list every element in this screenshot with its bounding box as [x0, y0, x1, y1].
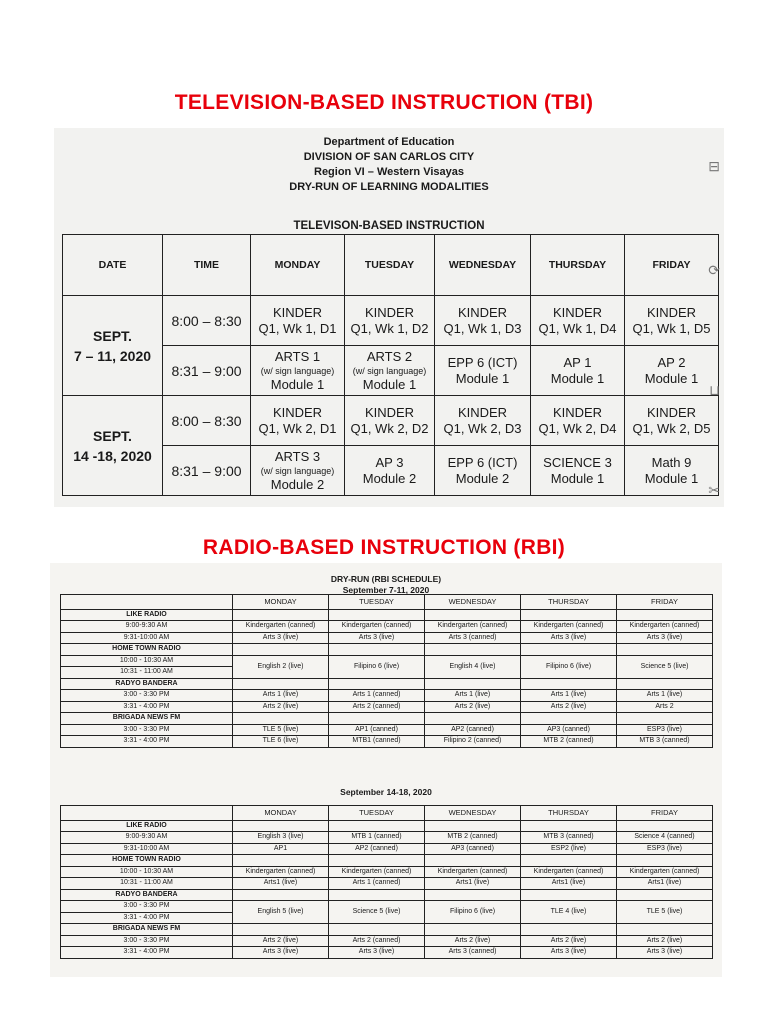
station-row	[61, 820, 713, 832]
date-line: 14 -18, 2020	[73, 447, 152, 464]
empty-cell	[617, 678, 713, 690]
station-row	[61, 644, 713, 656]
empty-cell	[233, 713, 329, 725]
program-cell: Kindergarten (canned)	[329, 866, 425, 878]
program-cell: Kindergarten (canned)	[425, 866, 521, 878]
time-slot: 9:00-9:30 AM	[61, 621, 233, 633]
cell-line: KINDER	[364, 304, 415, 320]
column-header-thursday: THURSDAY	[531, 235, 625, 296]
station-row	[61, 889, 713, 901]
program-cell: Filipino 6 (live)	[329, 655, 425, 678]
column-header-date: DATE	[63, 235, 163, 296]
program-cell: Kindergarten (canned)	[233, 621, 329, 633]
time-slot: 10:31 - 11:00 AM	[61, 878, 233, 890]
table-row	[61, 724, 713, 736]
empty-cell	[233, 855, 329, 867]
cell-line: KINDER	[646, 304, 697, 320]
empty-cell	[617, 820, 713, 832]
column-header-tuesday: TUESDAY	[345, 235, 435, 296]
date-line: SEPT.	[93, 327, 132, 344]
empty-cell	[521, 820, 617, 832]
table-row	[61, 878, 713, 890]
cell-line: Module 2	[362, 470, 417, 486]
program-cell: Science 5 (live)	[329, 901, 425, 924]
program-cell: Arts 3 (live)	[617, 632, 713, 644]
program-cell: Filipino 6 (live)	[425, 901, 521, 924]
table-row	[61, 655, 713, 667]
program-cell: Arts1 (live)	[521, 878, 617, 890]
table-row	[61, 736, 713, 748]
rbi-table-week2	[60, 805, 713, 959]
time-slot: 3:31 - 4:00 PM	[61, 701, 233, 713]
empty-cell	[521, 889, 617, 901]
cell-line: SCIENCE 3	[543, 454, 612, 470]
program-cell: Science 4 (canned)	[617, 832, 713, 844]
cell-line: AP 3	[375, 454, 404, 470]
time-slot: 9:00-9:30 AM	[61, 832, 233, 844]
program-cell: Arts 3 (live)	[233, 632, 329, 644]
header-line: Department of Education	[323, 136, 455, 148]
table-row	[61, 832, 713, 844]
empty-cell	[521, 678, 617, 690]
program-cell: AP2 (canned)	[425, 724, 521, 736]
time-slot: 3:31 - 4:00 PM	[61, 736, 233, 748]
schedule-cell	[251, 346, 345, 396]
schedule-cell	[531, 396, 625, 446]
empty-cell	[521, 609, 617, 621]
schedule-cell	[625, 346, 719, 396]
empty-cell	[329, 678, 425, 690]
program-cell: Kindergarten (canned)	[425, 621, 521, 633]
time-cell: 8:31 – 9:00	[163, 346, 251, 396]
station-name: RADYO BANDERA	[61, 678, 233, 690]
empty-cell	[233, 820, 329, 832]
day-header-wednesday: WEDNESDAY	[425, 806, 521, 821]
tbi-section-title: TELEVISION-BASED INSTRUCTION (TBI)	[174, 91, 594, 114]
day-header-friday: FRIDAY	[617, 595, 713, 610]
station-name: RADYO BANDERA	[61, 889, 233, 901]
table-row	[61, 632, 713, 644]
schedule-cell	[345, 396, 435, 446]
table-row	[61, 701, 713, 713]
cell-line: (w/ sign language)	[260, 365, 335, 376]
schedule-cell	[251, 296, 345, 346]
program-cell: Arts 1 (canned)	[329, 690, 425, 702]
program-cell: Arts 3 (live)	[521, 632, 617, 644]
cell-line: Q1, Wk 2, D4	[538, 420, 617, 436]
cell-line: EPP 6 (ICT)	[447, 454, 518, 470]
empty-cell	[617, 713, 713, 725]
empty-cell	[233, 889, 329, 901]
blank-header-cell	[61, 595, 233, 610]
time-slot: 10:31 - 11:00 AM	[61, 667, 233, 679]
empty-cell	[425, 644, 521, 656]
empty-cell	[521, 644, 617, 656]
empty-cell	[521, 855, 617, 867]
table-row	[63, 296, 719, 346]
program-cell: ESP2 (live)	[521, 843, 617, 855]
program-cell: Arts 3 (live)	[521, 947, 617, 959]
program-cell: Arts 2 (live)	[425, 935, 521, 947]
table-row	[61, 866, 713, 878]
empty-cell	[329, 820, 425, 832]
program-cell: AP2 (canned)	[329, 843, 425, 855]
schedule-cell	[625, 296, 719, 346]
heading-line: September 14-18, 2020	[340, 787, 432, 797]
rbi-table1-heading	[50, 574, 722, 596]
day-header-monday: MONDAY	[233, 595, 329, 610]
empty-cell	[617, 855, 713, 867]
column-header-wednesday: WEDNESDAY	[435, 235, 531, 296]
program-cell: Arts 2 (live)	[233, 701, 329, 713]
program-cell: Arts 2	[617, 701, 713, 713]
schedule-cell	[435, 346, 531, 396]
program-cell: English 5 (live)	[233, 901, 329, 924]
schedule-cell	[625, 446, 719, 496]
cell-line: Module 2	[270, 476, 325, 492]
station-name: LIKE RADIO	[61, 609, 233, 621]
program-cell: Arts 1 (live)	[521, 690, 617, 702]
program-cell: TLE 5 (live)	[617, 901, 713, 924]
time-slot: 3:00 - 3:30 PM	[61, 724, 233, 736]
heading-line: September 7-11, 2020	[342, 585, 430, 595]
cell-line: Module 2	[455, 470, 510, 486]
schedule-cell	[345, 346, 435, 396]
day-header-tuesday: TUESDAY	[329, 595, 425, 610]
rbi-table-week1	[60, 594, 713, 748]
table-row	[61, 935, 713, 947]
program-cell: AP1 (canned)	[329, 724, 425, 736]
table-row	[61, 621, 713, 633]
program-cell: Arts1 (live)	[425, 878, 521, 890]
cell-line: Math 9	[651, 454, 692, 470]
cell-line: KINDER	[552, 404, 603, 420]
time-cell: 8:31 – 9:00	[163, 446, 251, 496]
cell-line: Module 1	[644, 370, 699, 386]
cell-line: KINDER	[457, 404, 508, 420]
program-cell: Kindergarten (canned)	[329, 621, 425, 633]
schedule-cell	[531, 296, 625, 346]
program-cell: Arts 1 (live)	[233, 690, 329, 702]
cell-line: ARTS 3	[274, 448, 321, 464]
program-cell: MTB 3 (canned)	[521, 832, 617, 844]
time-cell: 8:00 – 8:30	[163, 296, 251, 346]
cell-line: (w/ sign language)	[352, 365, 427, 376]
program-cell: Filipino 2 (canned)	[425, 736, 521, 748]
station-row	[61, 678, 713, 690]
rbi-section-title: RADIO-BASED INSTRUCTION (RBI)	[202, 536, 566, 559]
cell-line: Q1, Wk 1, D3	[443, 320, 522, 336]
empty-cell	[521, 924, 617, 936]
table-row	[61, 901, 713, 913]
cell-line: ARTS 1	[274, 348, 321, 364]
station-row	[61, 609, 713, 621]
cell-line: Q1, Wk 1, D2	[350, 320, 429, 336]
program-cell: ESP3 (live)	[617, 843, 713, 855]
cell-line: KINDER	[364, 404, 415, 420]
program-cell: Arts 2 (canned)	[329, 701, 425, 713]
scan-edge-mark: ⊟	[708, 158, 720, 174]
empty-cell	[617, 924, 713, 936]
scan-edge-mark: ⟳	[708, 262, 720, 278]
program-cell: Kindergarten (canned)	[617, 621, 713, 633]
program-cell: Arts 3 (live)	[329, 947, 425, 959]
header-row	[61, 595, 713, 610]
column-header-monday: MONDAY	[251, 235, 345, 296]
program-cell: Arts 2 (live)	[425, 701, 521, 713]
cell-line: Q1, Wk 1, D5	[632, 320, 711, 336]
empty-cell	[425, 609, 521, 621]
cell-line: Q1, Wk 2, D3	[443, 420, 522, 436]
program-cell: English 3 (live)	[233, 832, 329, 844]
program-cell: Arts1 (live)	[233, 878, 329, 890]
time-slot: 3:00 - 3:30 PM	[61, 901, 233, 913]
program-cell: MTB1 (canned)	[329, 736, 425, 748]
day-header-thursday: THURSDAY	[521, 595, 617, 610]
empty-cell	[425, 855, 521, 867]
station-row	[61, 924, 713, 936]
empty-cell	[329, 855, 425, 867]
station-row	[61, 855, 713, 867]
cell-line: KINDER	[552, 304, 603, 320]
time-cell: 8:00 – 8:30	[163, 396, 251, 446]
empty-cell	[617, 644, 713, 656]
cell-line: Module 1	[550, 370, 605, 386]
program-cell: Kindergarten (canned)	[233, 866, 329, 878]
empty-cell	[521, 713, 617, 725]
schedule-cell	[531, 346, 625, 396]
header-line: DIVISION OF SAN CARLOS CITY	[303, 151, 475, 163]
rbi-table2-heading	[50, 787, 722, 798]
day-header-thursday: THURSDAY	[521, 806, 617, 821]
time-slot: 10:00 - 10:30 AM	[61, 655, 233, 667]
date-cell	[63, 396, 163, 496]
schedule-cell	[531, 446, 625, 496]
table-row	[61, 690, 713, 702]
header-line: DRY-RUN OF LEARNING MODALITIES	[289, 181, 489, 193]
cell-line: Q1, Wk 2, D2	[350, 420, 429, 436]
program-cell: Kindergarten (canned)	[521, 866, 617, 878]
day-header-tuesday: TUESDAY	[329, 806, 425, 821]
program-cell: TLE 4 (live)	[521, 901, 617, 924]
empty-cell	[425, 924, 521, 936]
program-cell: Kindergarten (canned)	[617, 866, 713, 878]
program-cell: Arts 2 (live)	[233, 935, 329, 947]
program-cell: English 4 (live)	[425, 655, 521, 678]
empty-cell	[425, 820, 521, 832]
day-header-monday: MONDAY	[233, 806, 329, 821]
cell-line: Q1, Wk 2, D1	[258, 420, 337, 436]
time-slot: 3:00 - 3:30 PM	[61, 935, 233, 947]
cell-line: KINDER	[457, 304, 508, 320]
schedule-cell	[345, 446, 435, 496]
day-header-friday: FRIDAY	[617, 806, 713, 821]
rbi-schedule-image	[50, 563, 722, 977]
time-slot: 3:31 - 4:00 PM	[61, 912, 233, 924]
time-slot: 9:31-10:00 AM	[61, 632, 233, 644]
cell-line: Q1, Wk 1, D4	[538, 320, 617, 336]
station-row	[61, 713, 713, 725]
cell-line: Module 1	[270, 376, 325, 392]
program-cell: Arts 2 (live)	[617, 935, 713, 947]
day-header-wednesday: WEDNESDAY	[425, 595, 521, 610]
tbi-table	[62, 234, 719, 496]
schedule-cell	[435, 396, 531, 446]
cell-line: KINDER	[646, 404, 697, 420]
station-name: HOME TOWN RADIO	[61, 855, 233, 867]
empty-cell	[425, 713, 521, 725]
scan-edge-mark: ✂	[708, 482, 720, 498]
empty-cell	[329, 644, 425, 656]
program-cell: English 2 (live)	[233, 655, 329, 678]
header-line: Region VI – Western Visayas	[314, 166, 464, 178]
time-slot: 3:31 - 4:00 PM	[61, 947, 233, 959]
empty-cell	[425, 889, 521, 901]
program-cell: AP1	[233, 843, 329, 855]
heading-line: DRY-RUN (RBI SCHEDULE)	[330, 574, 442, 584]
program-cell: Arts 3 (canned)	[425, 947, 521, 959]
tbi-subtitle: TELEVISON-BASED INSTRUCTION	[293, 220, 485, 232]
program-cell: Arts1 (live)	[617, 878, 713, 890]
table-row	[61, 843, 713, 855]
program-cell: Arts 2 (live)	[521, 935, 617, 947]
empty-cell	[617, 609, 713, 621]
tbi-header	[54, 135, 724, 195]
time-slot: 3:00 - 3:30 PM	[61, 690, 233, 702]
schedule-cell	[251, 446, 345, 496]
program-cell: MTB 2 (canned)	[425, 832, 521, 844]
table-row	[63, 396, 719, 446]
cell-line: ARTS 2	[366, 348, 413, 364]
program-cell: MTB 3 (canned)	[617, 736, 713, 748]
time-slot: 9:31-10:00 AM	[61, 843, 233, 855]
column-header-time: TIME	[163, 235, 251, 296]
schedule-cell	[345, 296, 435, 346]
cell-line: AP 2	[657, 354, 686, 370]
schedule-cell	[625, 396, 719, 446]
empty-cell	[617, 889, 713, 901]
program-cell: AP3 (canned)	[425, 843, 521, 855]
cell-line: AP 1	[563, 354, 592, 370]
program-cell: AP3 (canned)	[521, 724, 617, 736]
program-cell: Arts 3 (live)	[617, 947, 713, 959]
program-cell: Arts 3 (live)	[329, 632, 425, 644]
schedule-cell	[435, 446, 531, 496]
program-cell: Filipino 6 (live)	[521, 655, 617, 678]
empty-cell	[329, 924, 425, 936]
program-cell: MTB 1 (canned)	[329, 832, 425, 844]
station-name: HOME TOWN RADIO	[61, 644, 233, 656]
program-cell: TLE 5 (live)	[233, 724, 329, 736]
cell-line: Module 1	[362, 376, 417, 392]
cell-line: Q1, Wk 2, D5	[632, 420, 711, 436]
program-cell: ESP3 (live)	[617, 724, 713, 736]
program-cell: MTB 2 (canned)	[521, 736, 617, 748]
cell-line: Module 1	[550, 470, 605, 486]
program-cell: TLE 6 (live)	[233, 736, 329, 748]
program-cell: Arts 2 (canned)	[329, 935, 425, 947]
station-name: BRIGADA NEWS FM	[61, 713, 233, 725]
date-line: 7 – 11, 2020	[73, 347, 152, 364]
empty-cell	[329, 609, 425, 621]
time-slot: 10:00 - 10:30 AM	[61, 866, 233, 878]
blank-header-cell	[61, 806, 233, 821]
empty-cell	[233, 678, 329, 690]
cell-line: KINDER	[272, 404, 323, 420]
date-line: SEPT.	[93, 427, 132, 444]
program-cell: Arts 3 (canned)	[425, 632, 521, 644]
program-cell: Arts 1 (live)	[617, 690, 713, 702]
cell-line: Module 1	[644, 470, 699, 486]
header-row	[61, 806, 713, 821]
column-header-friday: FRIDAY	[625, 235, 719, 296]
program-cell: Science 5 (live)	[617, 655, 713, 678]
empty-cell	[233, 609, 329, 621]
cell-line: KINDER	[272, 304, 323, 320]
program-cell: Arts 2 (live)	[521, 701, 617, 713]
schedule-cell	[251, 396, 345, 446]
program-cell: Arts 1 (canned)	[329, 878, 425, 890]
tbi-schedule-image	[54, 128, 724, 507]
program-cell: Kindergarten (canned)	[521, 621, 617, 633]
empty-cell	[425, 678, 521, 690]
station-name: BRIGADA NEWS FM	[61, 924, 233, 936]
cell-line: Q1, Wk 1, D1	[258, 320, 337, 336]
cell-line: (w/ sign language)	[260, 465, 335, 476]
station-name: LIKE RADIO	[61, 820, 233, 832]
empty-cell	[329, 713, 425, 725]
program-cell: Arts 1 (live)	[425, 690, 521, 702]
table-row	[61, 947, 713, 959]
date-cell	[63, 296, 163, 396]
schedule-cell	[435, 296, 531, 346]
program-cell: Arts 3 (live)	[233, 947, 329, 959]
scan-edge-mark: ⊔	[709, 382, 720, 398]
cell-line: EPP 6 (ICT)	[447, 354, 518, 370]
empty-cell	[233, 924, 329, 936]
empty-cell	[329, 889, 425, 901]
cell-line: Module 1	[455, 370, 510, 386]
empty-cell	[233, 644, 329, 656]
